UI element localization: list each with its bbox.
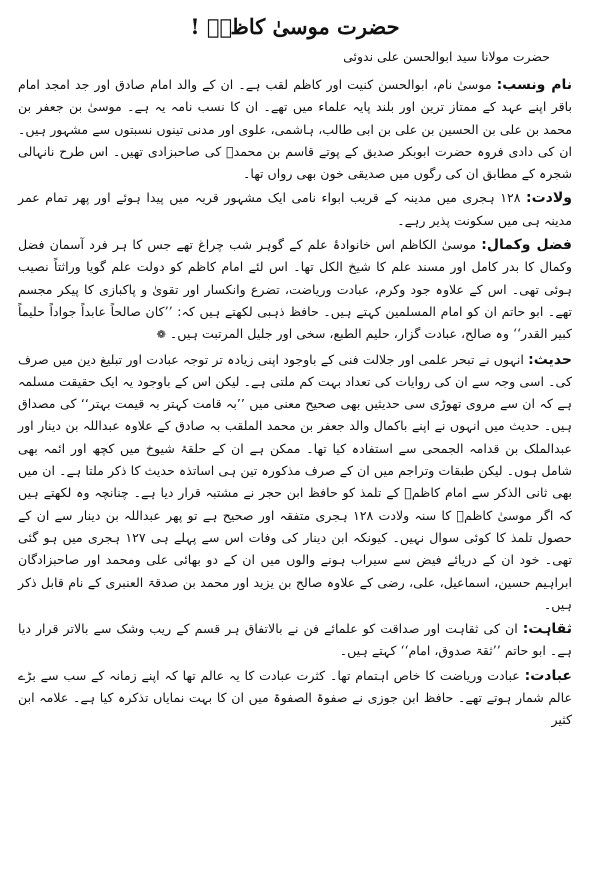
section-text: ۱۲۸ ہجری میں مدینہ کے قریب ابواء نامی ایک مشہور قریہ میں پیدا ہوئے اور پھر تمام عمر مدینہ ہی میں سکونت پذیر رہے۔ [18,190,572,228]
section-heading: ولادت: [526,190,572,207]
section-reliability [18,618,572,663]
arabic-quote: ’’کان صالحاً عابداً جواداً حلیماً کبیر القدر‘‘ [18,303,572,342]
section-hadith [18,349,572,617]
section-text: عبادت وریاضت کا خاص اہتمام تھا۔ کثرت عبادت کا یہ عالم تھا کہ اپنے زمانہ کے سب سے بڑے عالم شمار ہوتے تھے۔ حافظ ابن جوزی نے صفوۃ الصفوۃ میں ان کا بہت نمایاں تذکرہ کیا ہے۔ علامہ ابن کثیر [18,667,572,728]
ornament-icon: ❁ [156,328,166,342]
section-text-end: کہتے ہیں۔ [339,643,397,659]
section-heading: عبادت: [524,667,572,684]
arabic-quote: ’’ثقۃ صدوق، امام‘‘ [400,643,501,659]
section-lineage [18,74,572,185]
section-worship [18,665,572,732]
section-heading: حدیث: [528,351,572,368]
quote-translation: وہ صالح، عبادت گزار، حلیم الطبع، سخی اور جلیل المرتبت ہیں۔ [169,326,510,342]
section-birth [18,187,572,232]
section-virtue [18,234,572,346]
section-text: انہوں نے تبحر علمی اور جلالت فنی کے باوجود اپنی زیادہ تر توجہ عبادت اور تبلیغ دین میں صرف کی۔ اسی وجہ سے ان کی روایات کی تعداد بہت کم ملتی ہے۔ لیکن اس کے باوجود یہ ایک حقیقت مسلمہ ہے کہ ان سے مروی تھوڑی سی حدیثیں بھی صحیح معنی میں ’’بہ قامت کہتر بہ قیمت بہتر‘‘ کی مصداق ہیں۔ حدیث میں انہوں نے اپنے باکمال والد جعفر بن محمد الملقب بہ صادق کے علاوہ عبداللہ بن دینار اور عبدالملک بن قدامہ الجمحی سے استفادہ کیا تھا۔ ممکن ہے ان کے حلقۂ شیوخ میں کچھ اور ائمہ بھی شامل ہوں۔ لیکن طبقات وتراجم میں ان کے صرف مذکورہ تین ہی اساتذہ حدیث کا ذکر ملتا ہے۔ ان میں بھی ثانی الذکر سے امام کاظمؒ کے تلمذ کو حافظ ابن حجر نے مشتبہ قرار دیا ہے۔ چنانچہ وہ لکھتے ہیں کہ اگر موسیٰ کاظمؒ کا سنہ ولادت ۱۲۸ ہجری متفقہ اور صحیح ہے تو پھر عبداللہ بن دینار سے ان کے حصول تلمذ کا کوئی سوال نہیں۔ کیونکہ ابن دینار کی وفات اس سے پہلے ہی ۱۲۷ ہجری میں ہو گئی تھی۔ خود ان کے دریائے فیض سے سیراب ہونے والوں میں ان کے دو بھائی علی ومحمد اور صاحبزادگان ابراہیم حسین، اسماعیل، علی، رضی کے علاوہ صالح بن یزید اور محمد بن صدقۃ العنبری کے نام قابل ذکر ہیں۔ [18,351,572,612]
section-text: موسیٰ الکاظم اس خانوادۂ علم کے گوہر شب چراغ تھے جس کا ہر فرد آسمان فضل وکمال کا بدر کامل اور مسند علم کا شیخ الکل تھا۔ اس لئے امام کاظم کو دولت علم گویا وراثتاً نصیب ہوئی تھی۔ اس کے علاوہ جود وکرم، عبادت وریاضت، تضرع وانکسار اور تقویٰ و پاکبازی کا پیکر مجسم تھے۔ ابو حاتم ان کو امام المسلمین کہتے ہیں۔ حافظ ذہبی لکھتے ہیں کہ: [18,237,573,319]
article-title: حضرت موسیٰ کاظمؒ ! [190,14,400,39]
section-heading: ثقاہت: [522,621,572,638]
section-heading: نام ونسب: [496,77,572,93]
section-text: ان کی ثقاہت اور صداقت کو علمائے فن نے بالاتفاق ہر قسم کے ریب وشک سے بالاتر قرار دیا ہے۔ ابو حاتم [18,621,572,659]
section-text: موسیٰ نام، ابوالحسن کنیت اور کاظم لقب ہے۔ ان کے والد امام صادق اور جد امجد امام باقر اپنے عہد کے ممتاز ترین اور بلند پایہ علماء میں تھے۔ ان کا نسب نامہ یہ ہے۔ موسیٰ بن جعفر بن محمد بن علی بن الحسین بن علی بن ابی طالب، ہاشمی، علوی اور مدنی تینوں نسبتوں سے مشہور ہیں۔ ان کی دادی فروہ حضرت ابوبکر صدیق کے پوتے قاسم بن محمدؒ کی صاحبزادی تھیں۔ اس طرح نانہالی شجرہ کے مطابق ان کی رگوں میں صدیقی خون بھی رواں تھا۔ [18,77,572,182]
section-heading: فضل وکمال: [481,237,572,254]
author-line: حضرت مولانا سید ابوالحسن علی ندوئی [343,49,550,64]
